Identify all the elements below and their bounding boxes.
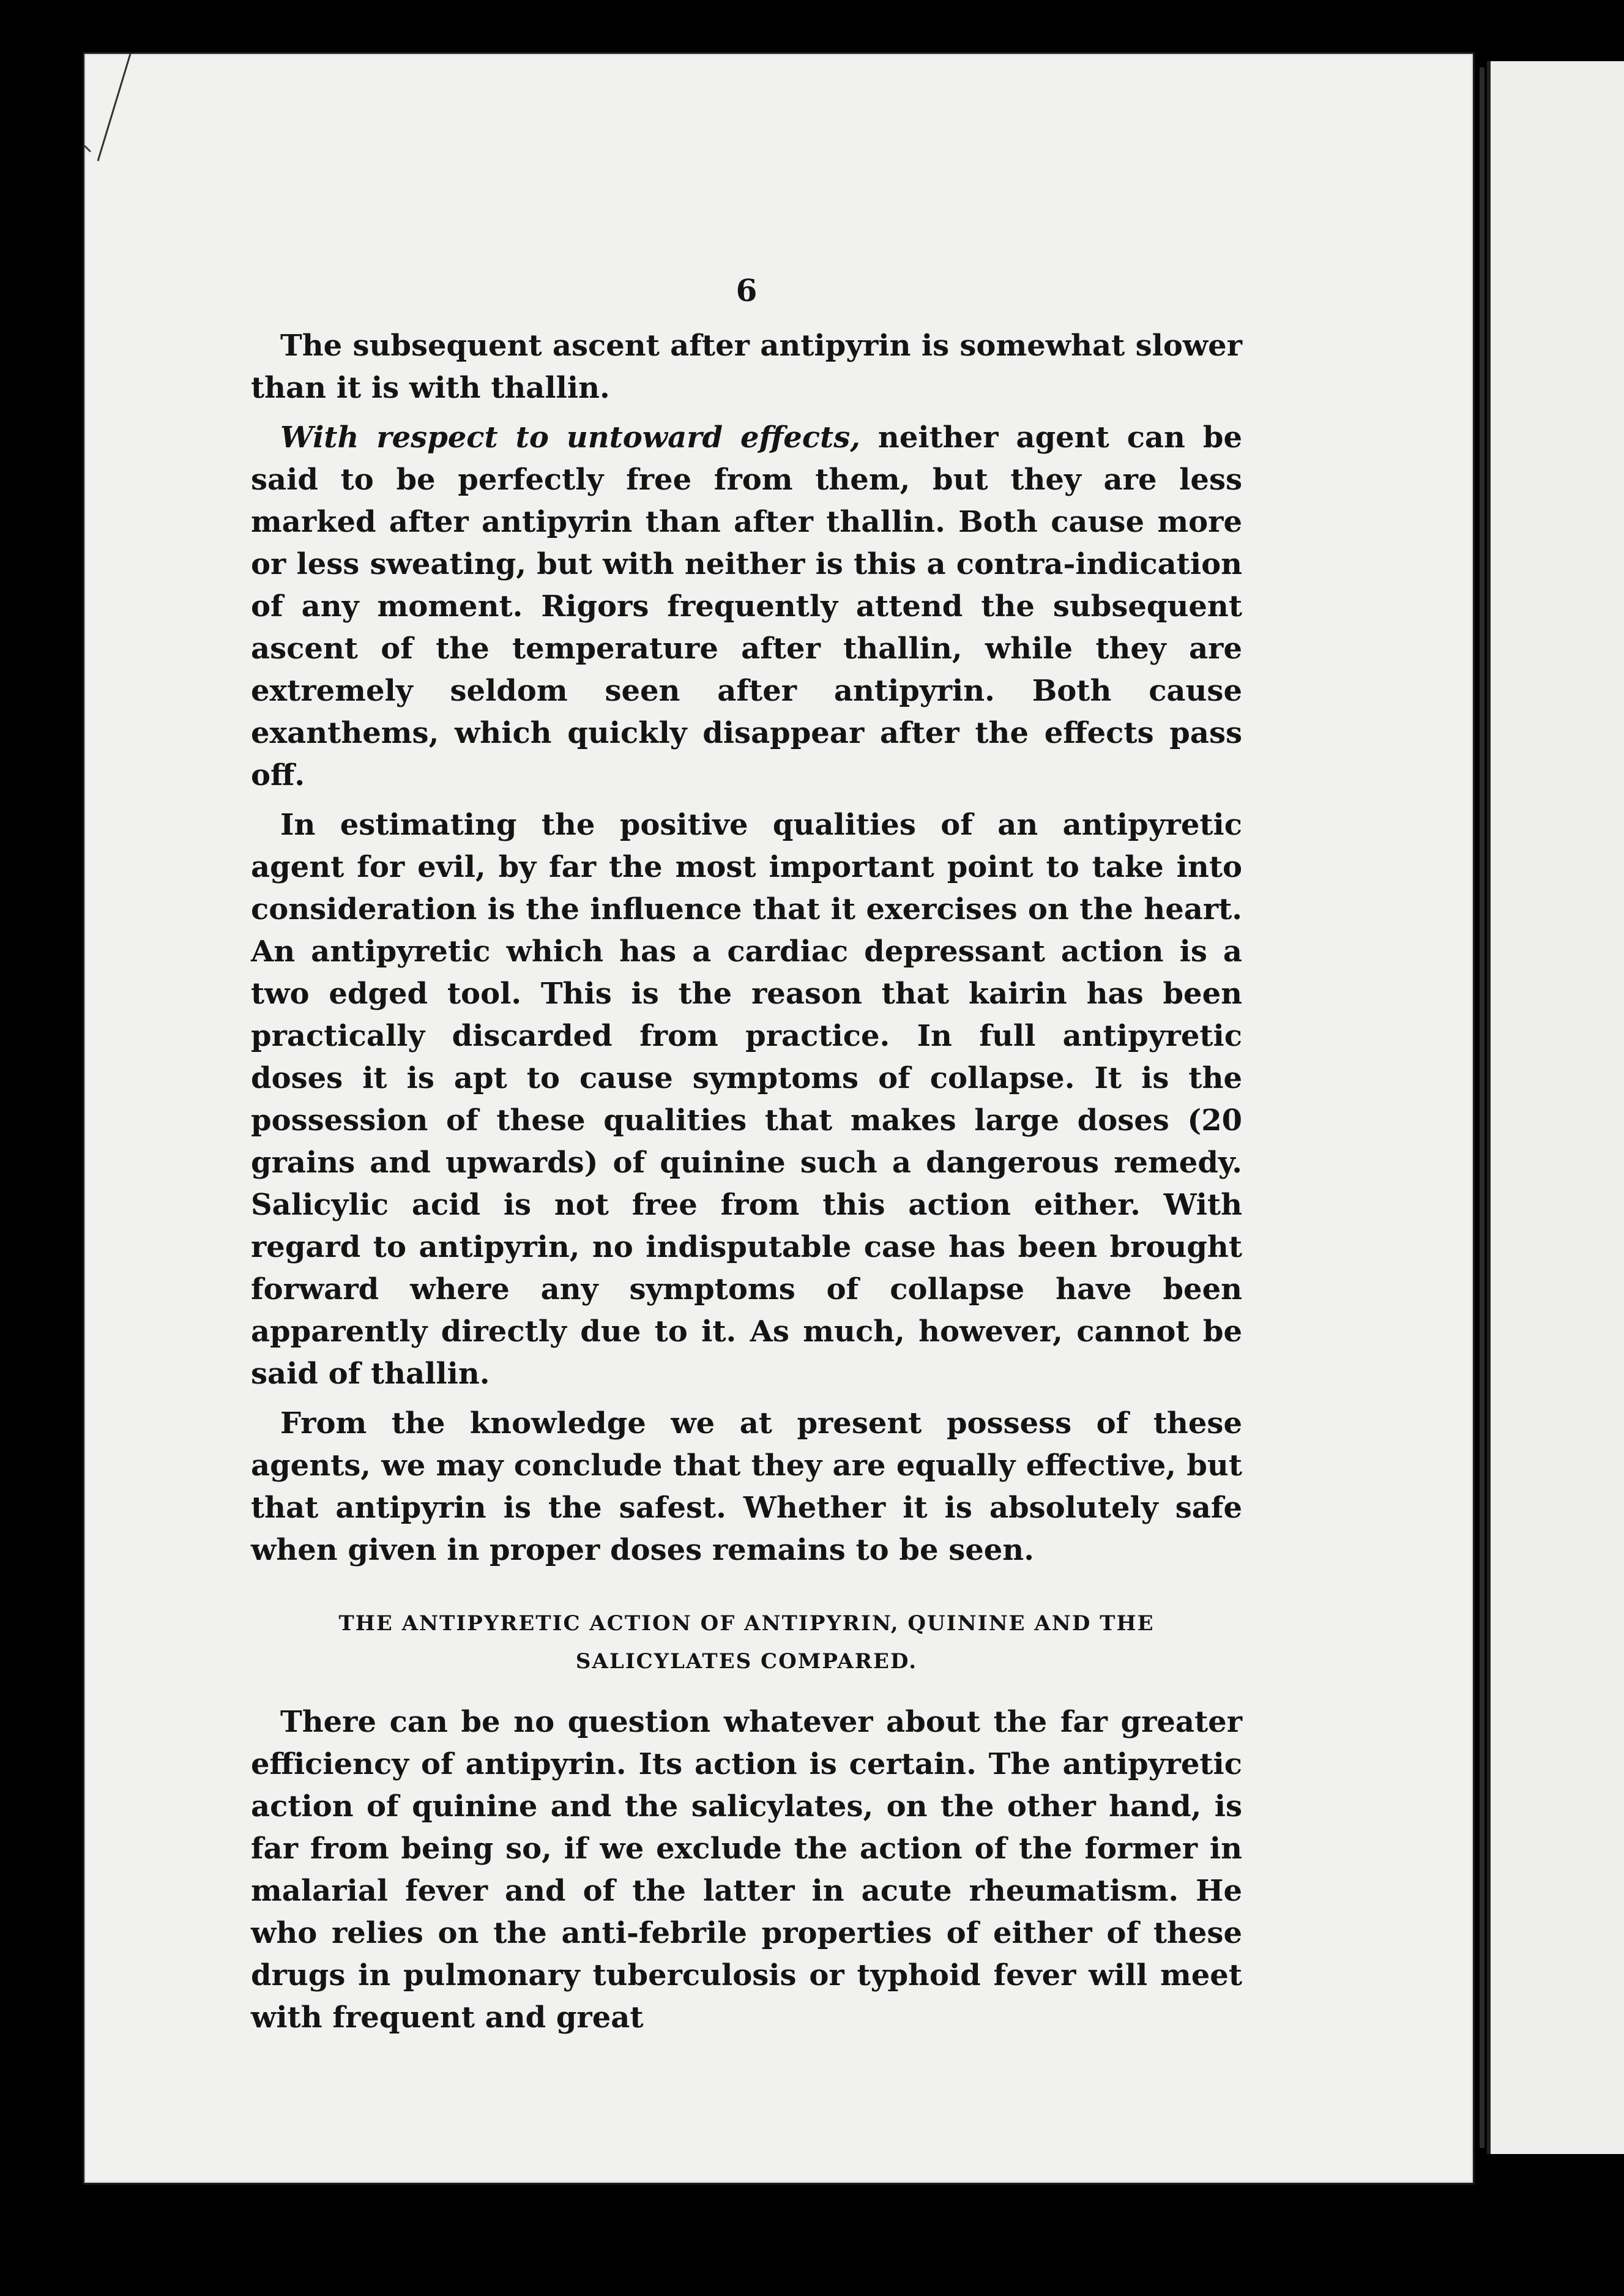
paragraph-2-text: neither agent can be said to be perfectly free from them, but they are less marked after antipyrin than after thallin. Both cause more or less sweating, but with neither is this a contra-indication of any moment. Rigors frequently attend the subsequent ascent of the temperature after thallin, while they are extremely seldom seen after antipyrin. Both cause exanthems, which quickly disappear after the effects pass off. bbox=[251, 420, 1242, 792]
paragraph-1 bbox=[251, 325, 1242, 409]
page-content bbox=[251, 269, 1242, 2046]
paragraph-4 bbox=[251, 1403, 1242, 1571]
paragraph-3-text: In estimating the positive qualities of an antipyretic agent for evil, by far the most important point to take into consideration is the influence that it exercises on the heart. An antipyretic which has a cardiac depressant action is a two edged tool. This is the reason that kairin has been practically discarded from practice. In full antipyretic doses it is apt to cause symptoms of collapse. It is the possession of these qualities that makes large doses (20 grains and upwards) of quinine such a dangerous remedy. Salicylic acid is not free from this action either. With regard to antipyrin, no indisputable case has been brought forward where any symptoms of collapse have been apparently directly due to it. As much, however, cannot be said of thallin. bbox=[251, 808, 1242, 1391]
paragraph-5 bbox=[251, 1701, 1242, 2039]
paragraph-1-text: The subsequent ascent after antipyrin is somewhat slower than it is with thallin. bbox=[251, 329, 1242, 405]
page-number: 6 bbox=[736, 272, 758, 308]
paragraph-5-text: There can be no question whatever about the far greater efficiency of antipyrin. Its action is certain. The antipyretic action of quinine and the salicylates, on the other hand, is far from being so, if we exclude the action of the former in malarial fever and of the latter in acute rheumatism. He who relies on the anti-febrile properties of either of these drugs in pulmonary tuberculosis or typhoid fever will meet with frequent and great bbox=[251, 1705, 1242, 2035]
paragraph-2-lead: With respect to untoward effects, bbox=[280, 420, 860, 455]
next-page-edge bbox=[1480, 67, 1484, 2148]
next-page-margin bbox=[1487, 61, 1624, 2154]
paragraph-3 bbox=[251, 804, 1242, 1395]
section-heading: THE ANTIPYRETIC ACTION OF ANTIPYRIN, QUININE AND THE SALICYLATES COMPARED. bbox=[338, 1611, 1155, 1674]
folded-corner-mark bbox=[84, 54, 170, 164]
paragraph-4-text: From the knowledge we at present possess of these agents, we may conclude that they are equally effective, but that antipyrin is the safest. Whether it is absolutely safe when given in proper doses remains to be seen. bbox=[251, 1406, 1242, 1567]
paragraph-2 bbox=[251, 417, 1242, 797]
